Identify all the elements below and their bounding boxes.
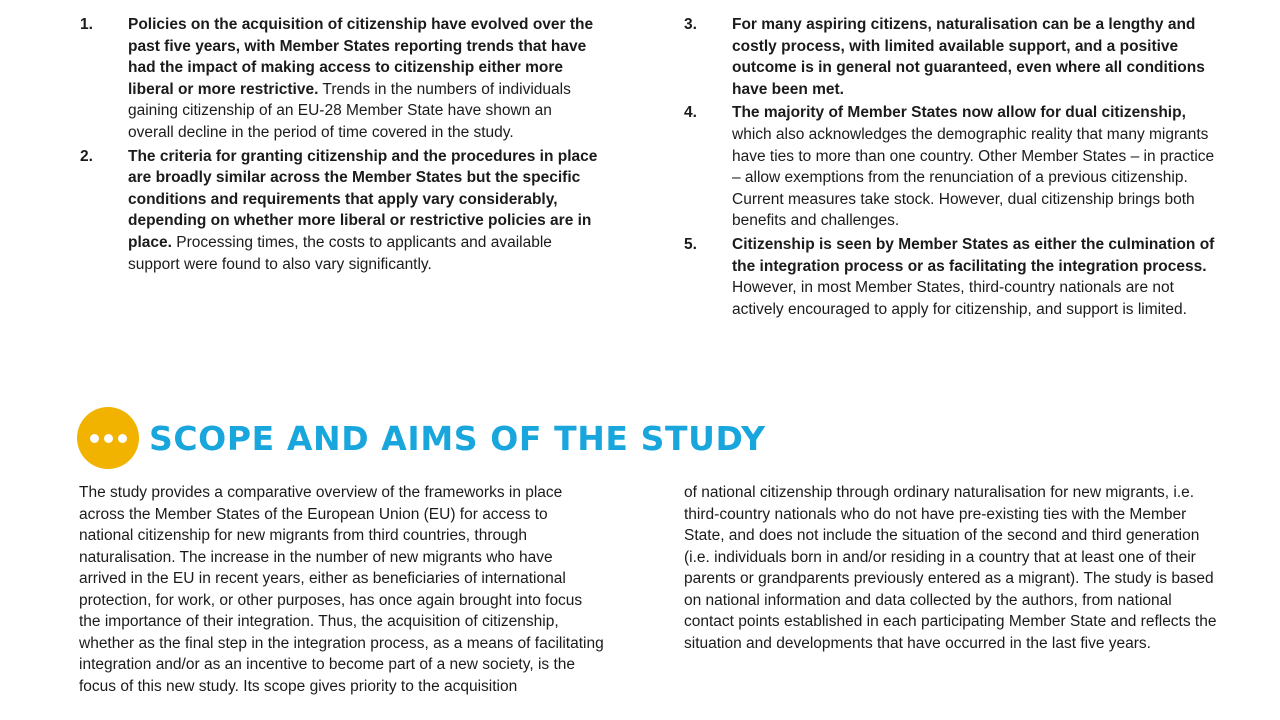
finding-item: [684, 14, 1224, 100]
findings-list-left: [80, 14, 600, 277]
finding-light-text: Processing times, the costs to applicants and available support were found to also vary significantly.: [128, 233, 552, 273]
finding-bold-text: The criteria for granting citizenship and the procedures in place are broadly similar across the Member States but the specific conditions and requirements that apply vary considerably, depending on whether more liberal or restrictive policies are in place.: [128, 147, 598, 251]
finding-number: 4.: [684, 104, 697, 122]
dot: [90, 434, 99, 443]
finding-text: [128, 146, 600, 276]
section-title: SCOPE AND AIMS OF THE STUDY: [149, 418, 766, 458]
finding-text: [732, 14, 1224, 100]
finding-text: [732, 102, 1224, 232]
finding-item: [684, 234, 1224, 320]
finding-number: 5.: [684, 235, 697, 253]
finding-number: 3.: [684, 16, 697, 33]
findings-list-right: [684, 14, 1224, 322]
dot: [118, 434, 127, 443]
finding-item: [80, 14, 600, 144]
body-paragraph-right: of national citizenship through ordinary naturalisation for new migrants, i.e. third-country nationals who do not have pre-existing ties with the Member State, and does not include the situation of the second and third generation (i.e. individuals born in and/or residing in a country that at least one of their parents or grandparents previously entered as a migrant). The study is based on national information and data collected by the authors, from national contact points established in each participating Member State and reflects the situation and developments that have occurred in the last five years.: [684, 484, 1217, 652]
section-heading: [77, 406, 766, 470]
finding-light-text: Trends in the numbers of individuals gaining citizenship of an EU-28 Member State have shown an overall decline in the period of time covered in the study.: [128, 80, 571, 141]
three-dots-icon: [77, 407, 139, 469]
finding-number: 1.: [80, 16, 93, 33]
finding-light-text: which also acknowledges the demographic reality that many migrants have ties to more than one country. Other Member States – in practice – allow exemptions from the renunciation of a previous citizenship. Current measures take stock. However, dual citizenship brings both benefits and challenges.: [732, 125, 1215, 230]
finding-number: 2.: [80, 147, 93, 165]
badge-dots: [90, 434, 127, 443]
dot: [104, 434, 113, 443]
finding-bold-text: The majority of Member States now allow for dual citizenship,: [732, 104, 1186, 122]
finding-bold-text: Citizenship is seen by Member States as either the culmination of the integration process or as facilitating the integration process.: [732, 235, 1215, 275]
finding-bold-text: Policies on the acquisition of citizenship have evolved over the past five years, with Member States reporting trends that have had the impact of making access to citizenship either more liberal or more restrictive.: [128, 16, 594, 98]
finding-text: [128, 14, 600, 144]
finding-item: [80, 146, 600, 276]
finding-text: [732, 234, 1224, 320]
finding-bold-text: For many aspiring citizens, naturalisation can be a lengthy and costly process, with limited available support, and a positive outcome is in general not guaranteed, even where all conditions have been met.: [732, 16, 1205, 98]
finding-item: [684, 102, 1224, 232]
finding-light-text: However, in most Member States, third-country nationals are not actively encouraged to apply for citizenship, and support is limited.: [732, 279, 1187, 318]
body-paragraph-left: The study provides a comparative overview of the frameworks in place across the Member States of the European Union (EU) for access to national citizenship for new migrants from third countries, through naturalisation. The increase in the number of new migrants who have arrived in the EU in recent years, either as beneficiaries of international protection, for work, or other purposes, has once again brought into focus the importance of their integration. Thus, the acquisition of citizenship, whether as the final step in the integration process, as a means of facilitating integration and/or as an incentive to become part of a new society, is the focus of this new study. Its scope gives priority to the acquisition: [79, 484, 604, 695]
